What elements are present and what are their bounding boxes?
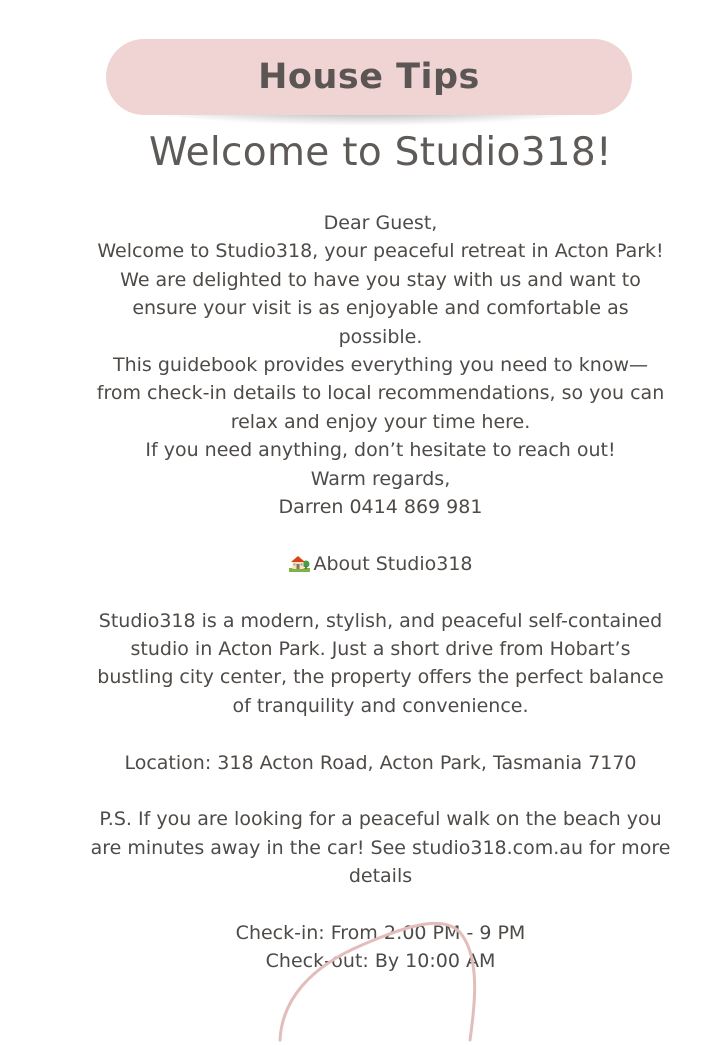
letter-line: Welcome to Studio318, your peaceful retreat in Acton Park! — [97, 240, 664, 263]
about-line: Studio318 is a modern, stylish, and peaceful self-contained — [98, 609, 663, 632]
about-line: bustling city center, the property offers the perfect balance — [97, 666, 664, 689]
about-description — [40, 607, 721, 721]
letter-line: from check-in details to local recommendations, so you can — [96, 382, 665, 405]
ps-line: are minutes away in the car! See studio318.com.au for more — [90, 836, 671, 859]
about-line: studio in Acton Park. Just a short drive from Hobart’s — [130, 638, 631, 661]
letter-line: If you need anything, don’t hesitate to reach out! — [145, 439, 616, 462]
ps-note — [40, 805, 721, 890]
spacer — [40, 720, 721, 748]
letter-line: Warm regards, — [310, 467, 451, 490]
spacer — [40, 891, 721, 919]
ps-line: P.S. If you are looking for a peaceful walk on the beach you — [99, 808, 662, 831]
letter-line: Dear Guest, — [323, 212, 438, 234]
about-heading-text: About Studio318 — [313, 552, 473, 575]
guide-content — [40, 209, 721, 976]
letter-line: ensure your visit is as enjoyable and comfortable as — [132, 297, 629, 320]
welcome-letter — [40, 209, 721, 521]
page-title: House Tips — [258, 57, 480, 97]
house-with-garden-icon — [289, 553, 310, 572]
spacer — [40, 777, 721, 805]
checkin-time: Check-in: From 2:00 PM - 9 PM — [235, 922, 526, 945]
ps-line: details — [348, 865, 413, 888]
letter-line: We are delighted to have you stay with us and want to — [120, 268, 641, 291]
letter-line: This guidebook provides everything you need to know— — [112, 354, 649, 377]
about-line: of tranquility and convenience. — [232, 694, 529, 717]
spacer — [40, 521, 721, 549]
welcome-heading: Welcome to Studio318! — [149, 130, 612, 175]
spacer — [40, 578, 721, 606]
title-banner — [106, 39, 632, 115]
checkout-time: Check-out: By 10:00 AM — [265, 950, 496, 973]
letter-line: possible. — [338, 325, 423, 348]
host-contact: Darren 0414 869 981 — [278, 496, 483, 519]
about-heading — [40, 550, 721, 578]
location-text: Location: 318 Acton Road, Acton Park, Tasmania 7170 — [124, 751, 637, 774]
letter-line: relax and enjoy your time here. — [230, 410, 531, 433]
